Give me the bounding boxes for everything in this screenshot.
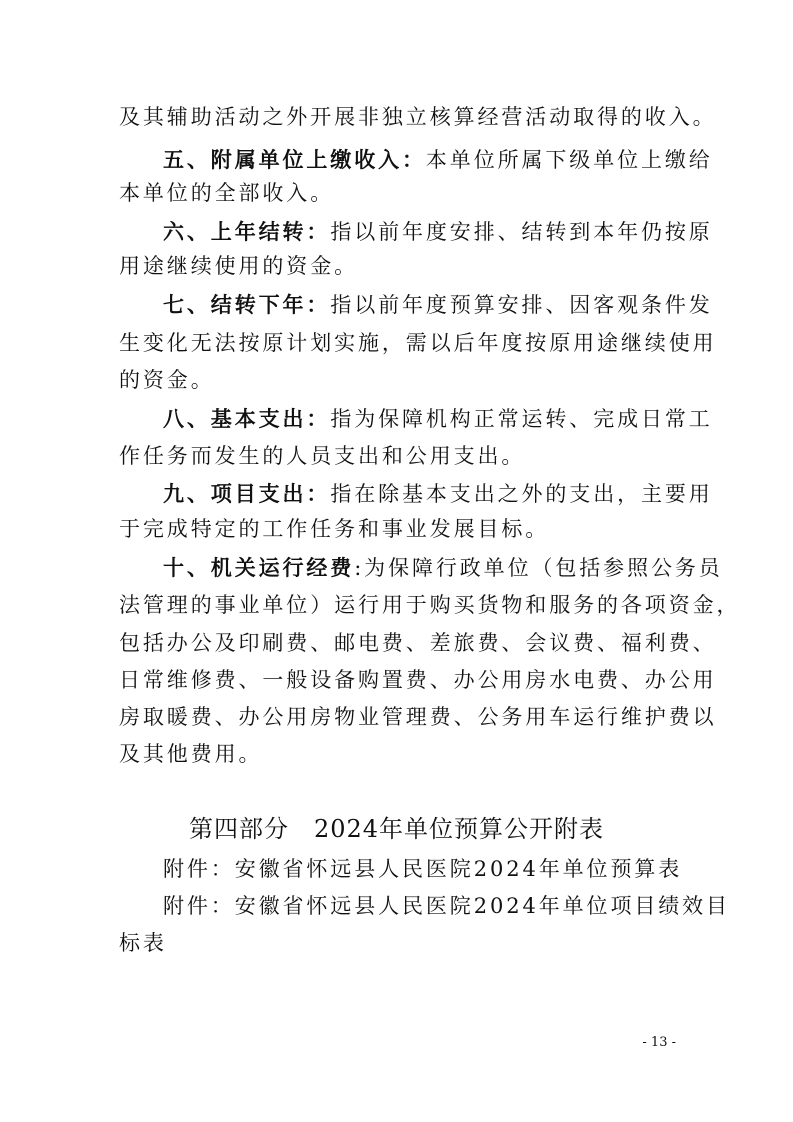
attachment-2-cont — [119, 930, 679, 956]
definition-text: 指以前年度预算安排、因客观条件发 — [330, 293, 713, 317]
definition-10-cont — [119, 704, 717, 730]
definition-7-cont — [119, 330, 717, 356]
definition-term: 五、附属单位上缴收入： — [163, 147, 426, 172]
definition-text: 本单位所属下级单位上缴给 — [425, 148, 713, 172]
definition-10-cont — [119, 667, 717, 693]
definition-8-cont — [119, 443, 679, 469]
attachment-2 — [163, 893, 730, 919]
definition-text: 日常维修费、一般设备购置费、办公用房水电费、办公用 — [119, 668, 717, 692]
definition-7 — [163, 292, 713, 318]
definition-term: 九、项目支出： — [163, 481, 331, 506]
definition-text: 指为保障机构正常运转、完成日常工 — [330, 407, 713, 431]
definition-10-cont — [119, 630, 717, 656]
definition-text: 作任务而发生的人员支出和公用支出。 — [119, 444, 526, 468]
definition-9-cont — [119, 516, 679, 542]
definition-text: 用途继续使用的资金。 — [119, 254, 358, 278]
definition-8 — [163, 406, 713, 432]
definition-text: 的资金。 — [119, 368, 215, 392]
definition-text: 指以前年度安排、结转到本年仍按原 — [330, 220, 713, 244]
definition-9 — [163, 481, 713, 507]
definition-10 — [163, 555, 723, 581]
definition-6-cont — [119, 253, 679, 279]
attachment-text: 附件：安徽省怀远县人民医院2024年单位预算表 — [163, 857, 683, 881]
attachment-text: 附件：安徽省怀远县人民医院2024年单位项目绩效目 — [163, 894, 730, 918]
section-heading: 第四部分 2024年单位预算公开附表 — [188, 815, 605, 843]
definition-text: 包括办公及印刷费、邮电费、差旅费、会议费、福利费、 — [119, 631, 717, 655]
definition-term: 八、基本支出： — [163, 406, 331, 431]
page-number: - 13 - — [642, 1035, 676, 1050]
definition-text: :为保障行政单位（包括参照公务员 — [354, 556, 723, 580]
definition-5-cont — [119, 180, 679, 206]
definition-text: 及其他费用。 — [119, 742, 263, 766]
attachment-1 — [163, 856, 683, 882]
definition-text: 本单位的全部收入。 — [119, 181, 335, 205]
definition-text: 房取暖费、办公用房物业管理费、公务用车运行维护费以 — [119, 705, 717, 729]
definition-text: 于完成特定的工作任务和事业发展目标。 — [119, 517, 550, 541]
definition-10-cont — [119, 592, 741, 618]
definition-term: 七、结转下年： — [163, 292, 331, 317]
body-text: 及其辅助活动之外开展非独立核算经营活动取得的收入。 — [119, 105, 717, 129]
definition-term: 十、机关运行经费 — [163, 555, 355, 580]
definition-5 — [163, 147, 713, 173]
definition-text: 法管理的事业单位）运行用于购买货物和服务的各项资金， — [119, 593, 741, 617]
paragraph-continuation — [119, 104, 717, 130]
definition-text: 指在除基本支出之外的支出，主要用 — [330, 482, 713, 506]
definition-term: 六、上年结转： — [163, 219, 331, 244]
definition-text: 生变化无法按原计划实施，需以后年度按原用途继续使用 — [119, 331, 717, 355]
definition-10-cont — [119, 741, 679, 767]
attachment-text: 标表 — [119, 931, 167, 955]
definition-7-cont — [119, 367, 679, 393]
definition-6 — [163, 219, 713, 245]
